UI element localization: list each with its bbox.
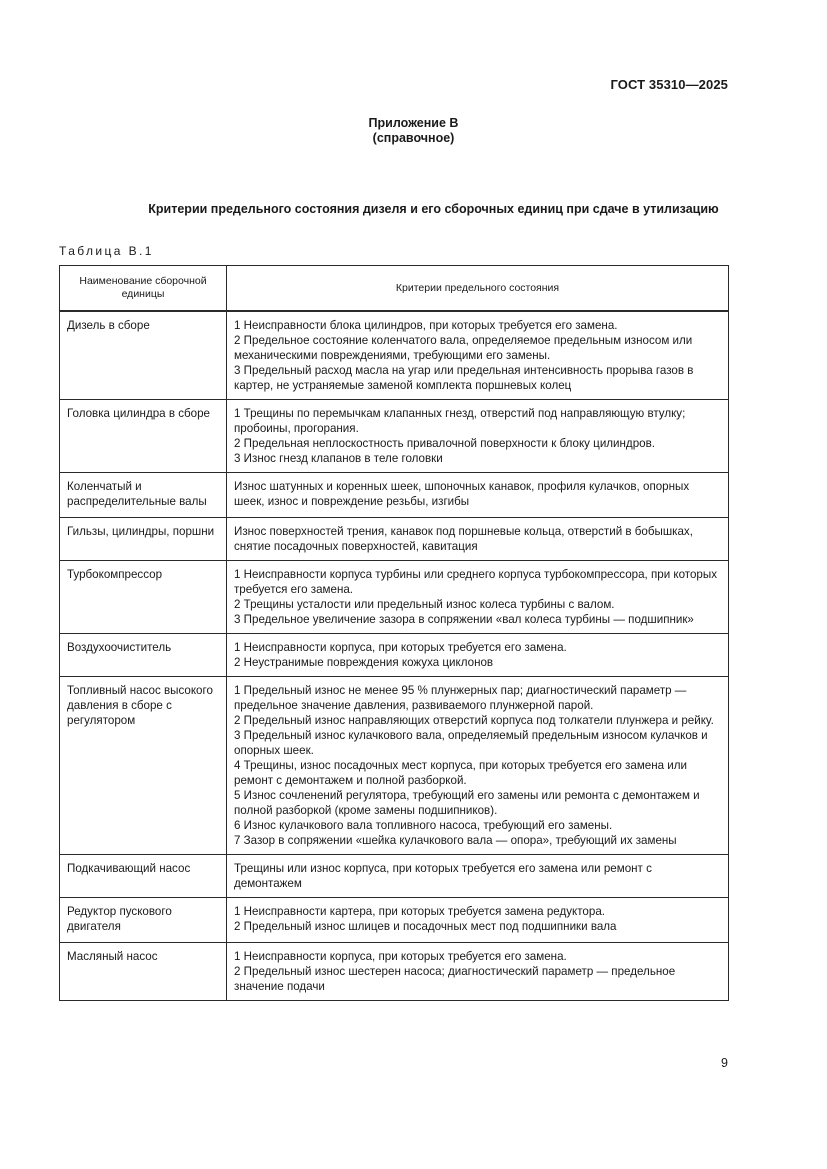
- table-row: [60, 561, 729, 634]
- criterion-item: 1 Неисправности корпуса турбины или среднего корпуса турбокомпрессора, при которых требуется его замена.: [234, 568, 718, 596]
- criteria-cell: [227, 518, 729, 561]
- assembly-unit-cell: Масляный насос: [60, 943, 227, 1001]
- table-header-row: [60, 266, 729, 312]
- table-row: [60, 943, 729, 1001]
- criteria-cell: [227, 561, 729, 634]
- criterion-item: 2 Предельный износ шлицев и посадочных мест под подшипники вала: [234, 920, 617, 933]
- table-row: [60, 311, 729, 400]
- column-header-criteria: Критерии предельного состояния: [227, 266, 729, 312]
- criteria-table: [59, 265, 729, 1001]
- criterion-item: 3 Износ гнезд клапанов в теле головки: [234, 452, 443, 465]
- criterion-item: Трещины или износ корпуса, при которых требуется его замена или ремонт с демонтажем: [234, 862, 652, 890]
- criteria-cell: [227, 634, 729, 677]
- criterion-item: 1 Трещины по перемычкам клапанных гнезд, отверстий под направляющую втулку; пробоины, прогорания.: [234, 407, 686, 435]
- criterion-item: 5 Износ сочленений регулятора, требующий его замены или ремонта с демонтажем и полной разборкой (кроме замены подшипников).: [234, 789, 700, 817]
- column-header-unit: Наименование сборочной единицы: [60, 266, 227, 312]
- appendix-subtitle: (справочное): [372, 131, 455, 145]
- criterion-item: 2 Предельный износ шестерен насоса; диагностический параметр — предельное значение подачи: [234, 965, 676, 993]
- criteria-cell: [227, 855, 729, 898]
- table-row: [60, 473, 729, 518]
- criterion-item: 1 Неисправности корпуса, при которых требуется его замена.: [234, 950, 567, 963]
- criterion-item: 2 Предельный износ направляющих отверстий корпуса под толкатели плунжера и рейку.: [234, 714, 714, 727]
- assembly-unit-cell: Коленчатый и распределительные валы: [60, 473, 227, 518]
- criterion-item: 6 Износ кулачкового вала топливного насоса, требующий его замены.: [234, 819, 613, 832]
- assembly-unit-cell: Дизель в сборе: [60, 311, 227, 400]
- assembly-unit-cell: Турбокомпрессор: [60, 561, 227, 634]
- table-row: [60, 634, 729, 677]
- assembly-unit-cell: Редуктор пускового двигателя: [60, 898, 227, 943]
- criterion-item: 4 Трещины, износ посадочных мест корпуса, при которых требуется его замена или ремонт с демонтажем и полной разборкой.: [234, 759, 688, 787]
- assembly-unit-cell: Топливный насос высокого давления в сборе с регулятором: [60, 677, 227, 855]
- criterion-item: 2 Неустранимые повреждения кожуха циклонов: [234, 656, 494, 669]
- criterion-item: 1 Предельный износ не менее 95 % плунжерных пар; диагностический параметр — предельное значение давления, развиваемого плунжерной парой.: [234, 684, 687, 712]
- table-row: [60, 898, 729, 943]
- table-row: [60, 518, 729, 561]
- appendix-heading: [0, 116, 827, 146]
- criterion-item: Износ шатунных и коренных шеек, шпоночных канавок, профиля кулачков, опорных шеек, износ и повреждение резьбы, изгибы: [234, 480, 690, 508]
- table-body: [60, 311, 729, 1001]
- criterion-item: 3 Предельный расход масла на угар или предельная интенсивность прорыва газов в картер, не устраняемые заменой комплекта поршневых колец: [234, 364, 694, 392]
- table-row: [60, 400, 729, 473]
- criteria-cell: [227, 400, 729, 473]
- criterion-item: 3 Предельное увеличение зазора в сопряжении «вал колеса турбины — подшипник»: [234, 613, 694, 626]
- criteria-cell: [227, 898, 729, 943]
- criteria-cell: [227, 473, 729, 518]
- criterion-item: 3 Предельный износ кулачкового вала, определяемый предельным износом кулачков и опорных шеек.: [234, 729, 708, 757]
- assembly-unit-cell: Воздухоочиститель: [60, 634, 227, 677]
- assembly-unit-cell: Подкачивающий насос: [60, 855, 227, 898]
- assembly-unit-cell: Головка цилиндра в сборе: [60, 400, 227, 473]
- criterion-item: 1 Неисправности корпуса, при которых требуется его замена.: [234, 641, 567, 654]
- criterion-item: 7 Зазор в сопряжении «шейка кулачкового вала — опора», требующий их замены: [234, 834, 677, 847]
- document-title: Критерии предельного состояния дизеля и его сборочных единиц при сдаче в утилизацию: [148, 202, 719, 216]
- criterion-item: 1 Неисправности картера, при которых требуется замена редуктора.: [234, 905, 605, 918]
- table-label: Таблица В.1: [59, 244, 154, 258]
- criterion-item: 2 Трещины усталости или предельный износ колеса турбины с валом.: [234, 598, 615, 611]
- criterion-item: 2 Предельная неплоскостность привалочной поверхности к блоку цилиндров.: [234, 437, 655, 450]
- table-row: [60, 677, 729, 855]
- criterion-item: 2 Предельное состояние коленчатого вала, определяемое предельным износом или механическими повреждениями, требующими его замены.: [234, 334, 693, 362]
- appendix-title: Приложение В: [368, 116, 459, 130]
- assembly-unit-cell: Гильзы, цилиндры, поршни: [60, 518, 227, 561]
- criteria-cell: [227, 943, 729, 1001]
- criterion-item: Износ поверхностей трения, канавок под поршневые кольца, отверстий в бобышках, снятие посадочных поверхностей, кавитация: [234, 525, 693, 553]
- standard-code: ГОСТ 35310—2025: [610, 77, 728, 92]
- page-number: 9: [721, 1056, 728, 1070]
- table-row: [60, 855, 729, 898]
- criteria-cell: [227, 311, 729, 400]
- criteria-cell: [227, 677, 729, 855]
- criterion-item: 1 Неисправности блока цилиндров, при которых требуется его замена.: [234, 319, 618, 332]
